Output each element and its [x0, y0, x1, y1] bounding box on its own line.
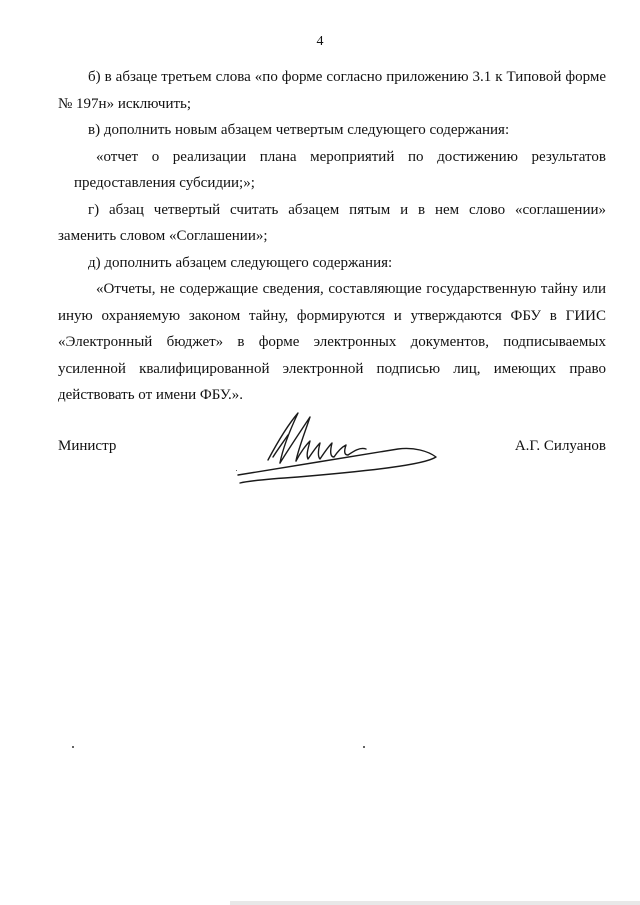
document-body [58, 64, 606, 409]
signatory-name: А.Г. Силуанов [514, 438, 606, 454]
paragraph-quote-report: «отчет о реализации плана мероприятий по достижению результатов предоставления субсидии;»; [74, 148, 606, 191]
signatory-title: Министр [58, 438, 117, 454]
paragraph-v: в) дополнить новым абзацем четвертым следующего содержания: [88, 122, 510, 138]
paragraph-b: б) в абзаце третьем слова «по форме согласно приложению 3.1 к Типовой форме № 197н» исключить; [58, 69, 606, 112]
page-number: 4 [316, 34, 324, 49]
handwritten-signature [228, 405, 448, 495]
scan-speck [236, 470, 237, 471]
paragraph-quote-reports: «Отчеты, не содержащие сведения, составляющие государственную тайну или иную охраняемую законом тайну, формируются и утверждаются ФБУ в ГИИС «Электронный бюджет» в форме электронных документов, подписываемых усиленной квалифицированной электронной подписью лиц, имеющих право действовать от имени ФБУ.». [58, 281, 606, 403]
paragraph-d: д) дополнить абзацем следующего содержания: [88, 254, 393, 271]
paragraph-g: г) абзац четвертый считать абзацем пятым и в нем слово «соглашении» заменить словом «Соглашении»; [58, 201, 606, 244]
scan-edge [230, 901, 640, 905]
scan-speck [363, 746, 365, 748]
scan-speck [72, 746, 74, 748]
